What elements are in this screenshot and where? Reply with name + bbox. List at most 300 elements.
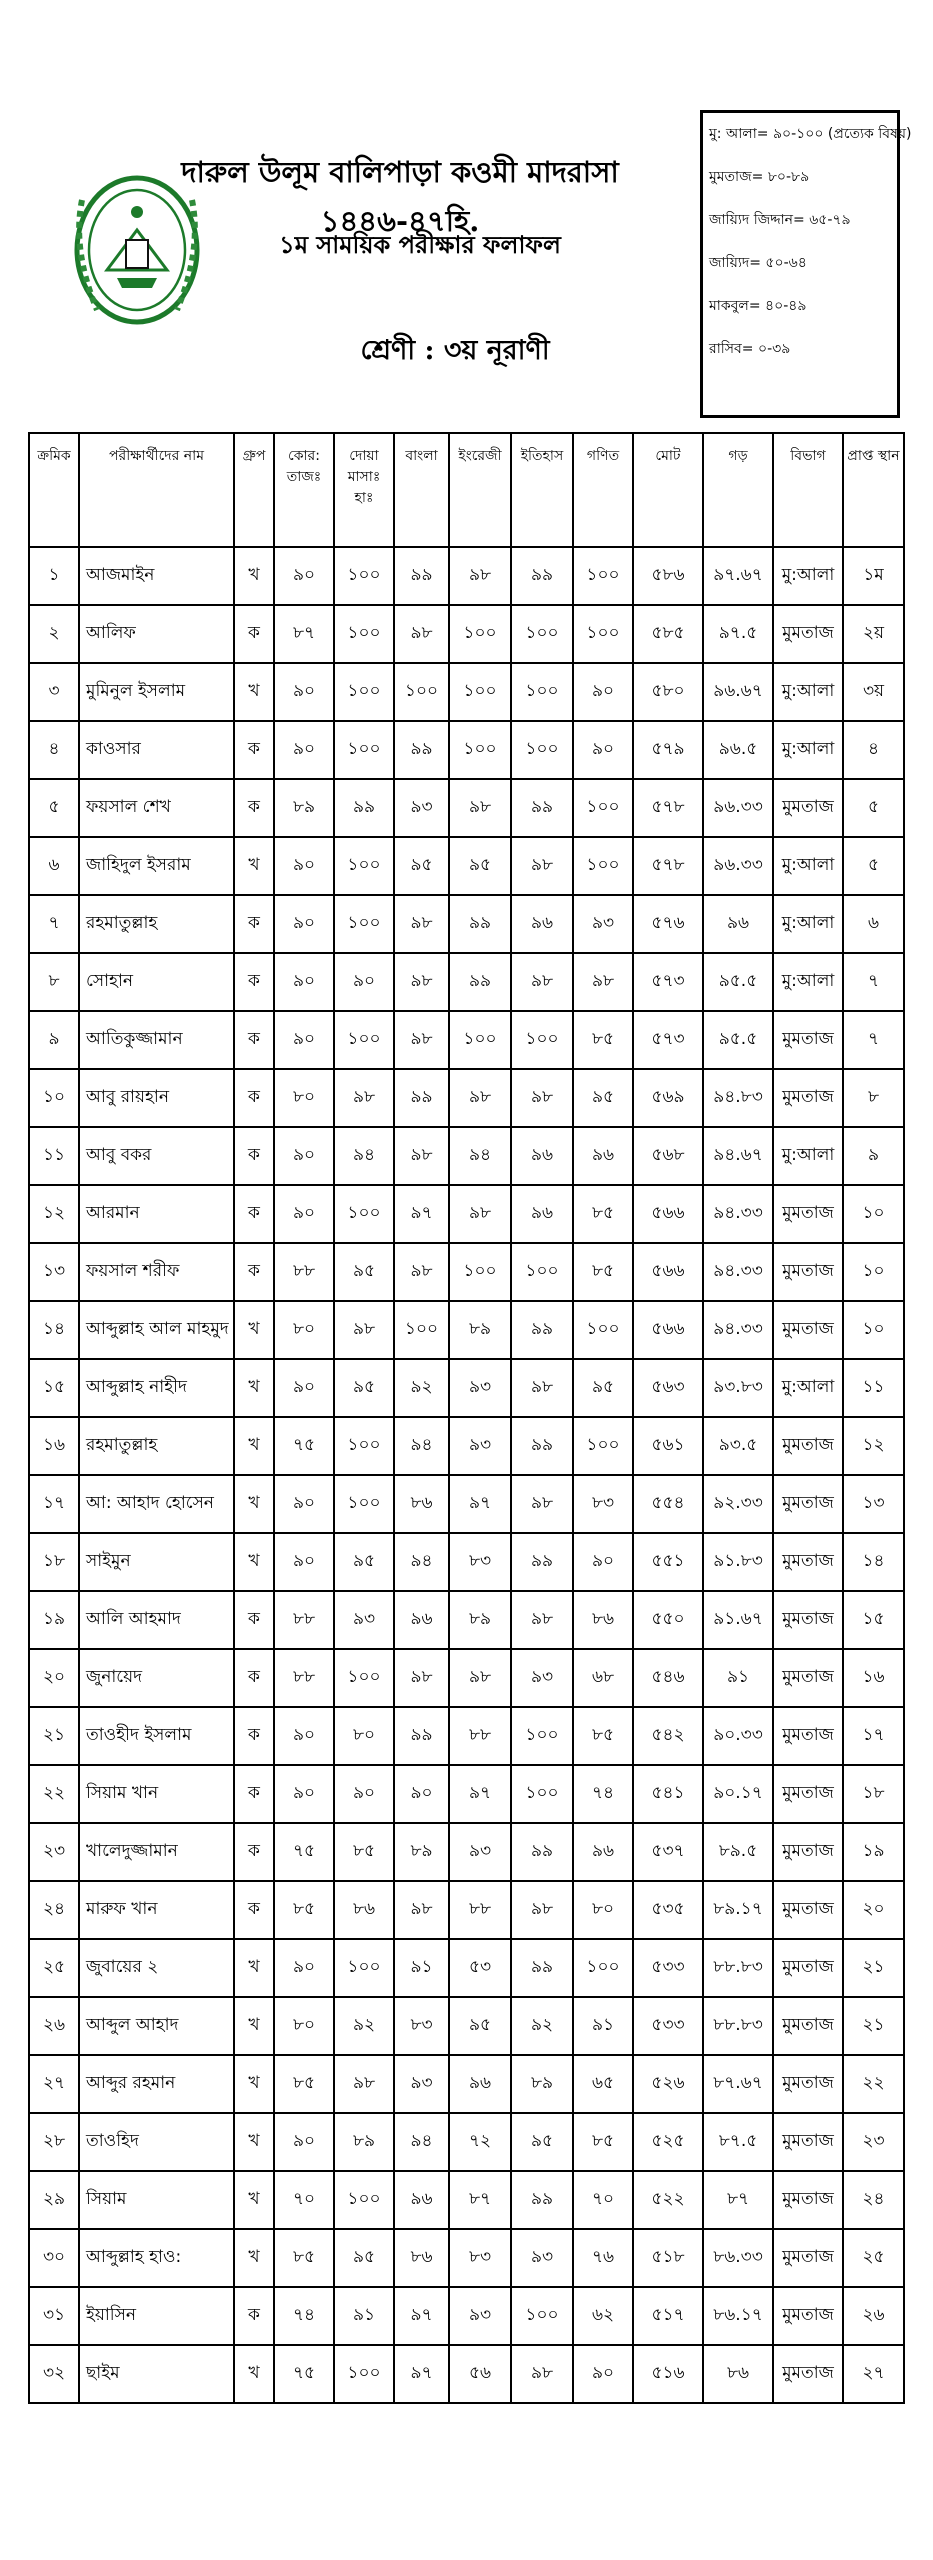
table-cell: ২৯	[29, 2171, 79, 2229]
table-cell: ৯৯	[511, 1823, 573, 1881]
table-cell: ক	[234, 1707, 274, 1765]
table-cell: মুমতাজ	[773, 2287, 843, 2345]
table-cell: ৯৮	[394, 1649, 449, 1707]
table-cell: ১০০	[394, 663, 449, 721]
table-cell: ৯৪.৩৩	[703, 1243, 773, 1301]
table-cell: ১০০	[511, 663, 573, 721]
table-cell: ক	[234, 1185, 274, 1243]
table-cell: ৯০	[274, 1475, 334, 1533]
table-cell: ৫১৭	[633, 2287, 703, 2345]
student-name-cell: আব্দুল্লাহ হাও:	[79, 2229, 234, 2287]
table-row	[29, 1301, 904, 1359]
table-cell: খ	[234, 1301, 274, 1359]
table-cell: ৯৫	[449, 1997, 511, 2055]
table-cell: ৯০	[274, 895, 334, 953]
table-cell: ৯৮	[394, 1011, 449, 1069]
table-cell: ৯৮	[449, 1649, 511, 1707]
table-cell: ১০০	[449, 605, 511, 663]
table-row	[29, 2345, 904, 2403]
table-cell: ১১	[29, 1127, 79, 1185]
table-cell: ২	[29, 605, 79, 663]
table-cell: ৫২২	[633, 2171, 703, 2229]
table-cell: খ	[234, 1475, 274, 1533]
table-cell: ৯৫	[449, 837, 511, 895]
table-cell: ক	[234, 1591, 274, 1649]
student-name-cell: আরমান	[79, 1185, 234, 1243]
column-header: বাংলা	[394, 433, 449, 547]
table-cell: ১০	[843, 1243, 904, 1301]
table-cell: ১০০	[511, 1011, 573, 1069]
table-cell: ২৭	[843, 2345, 904, 2403]
table-cell: ৬২	[573, 2287, 633, 2345]
table-cell: ৯৪.৮৩	[703, 1069, 773, 1127]
column-header: প্রাপ্ত স্থান	[843, 433, 904, 547]
table-cell: মুমতাজ	[773, 1881, 843, 1939]
table-cell: ৮৮	[274, 1591, 334, 1649]
table-cell: ৫৭৬	[633, 895, 703, 953]
table-cell: ১৩	[29, 1243, 79, 1301]
table-cell: ৯১	[334, 2287, 394, 2345]
table-cell: ৮৯	[511, 2055, 573, 2113]
student-name-cell: ফয়সাল শরীফ	[79, 1243, 234, 1301]
table-cell: ১৬	[29, 1417, 79, 1475]
student-name-cell: ইয়াসিন	[79, 2287, 234, 2345]
table-cell: ৯১	[573, 1997, 633, 2055]
student-name-cell: ফয়সাল শেখ	[79, 779, 234, 837]
table-cell: ৮৩	[394, 1997, 449, 2055]
table-cell: ২৫	[29, 1939, 79, 1997]
table-cell: ৯১	[394, 1939, 449, 1997]
table-cell: ৯৩	[394, 779, 449, 837]
table-cell: ৮৭.৫	[703, 2113, 773, 2171]
table-cell: মু:আলা	[773, 895, 843, 953]
table-cell: ৯৯	[449, 895, 511, 953]
student-name-cell: আবু রায়হান	[79, 1069, 234, 1127]
table-cell: খ	[234, 1939, 274, 1997]
table-cell: মুমতাজ	[773, 2055, 843, 2113]
table-cell: মুমতাজ	[773, 605, 843, 663]
student-name-cell: আজমাইন	[79, 547, 234, 605]
table-cell: ৮৯	[394, 1823, 449, 1881]
table-cell: ২৪	[29, 1881, 79, 1939]
table-cell: ১০০	[573, 1301, 633, 1359]
table-cell: ৮৬	[394, 2229, 449, 2287]
table-cell: মু:আলা	[773, 721, 843, 779]
table-cell: ৯২	[394, 1359, 449, 1417]
table-cell: মুমতাজ	[773, 1823, 843, 1881]
student-name-cell: আ: আহাদ হোসেন	[79, 1475, 234, 1533]
table-cell: ৫৭৯	[633, 721, 703, 779]
table-cell: ৫	[29, 779, 79, 837]
table-cell: ৯০.১৭	[703, 1765, 773, 1823]
student-name-cell: তাওহিদ	[79, 2113, 234, 2171]
table-cell: ২২	[843, 2055, 904, 2113]
table-cell: ৮৩	[449, 2229, 511, 2287]
table-cell: ৮৮	[274, 1243, 334, 1301]
table-cell: মুমতাজ	[773, 1069, 843, 1127]
table-cell: ৮৫	[573, 1011, 633, 1069]
table-cell: ৯৫	[573, 1069, 633, 1127]
table-row	[29, 1881, 904, 1939]
table-cell: ৯৭	[394, 2287, 449, 2345]
table-cell: ৯৫	[334, 1533, 394, 1591]
table-cell: ৯৯	[394, 1069, 449, 1127]
table-cell: ৯৯	[511, 1417, 573, 1475]
table-cell: খ	[234, 1359, 274, 1417]
table-cell: ৯৩.৫	[703, 1417, 773, 1475]
student-name-cell: আব্দুর রহমান	[79, 2055, 234, 2113]
student-name-cell: জুবায়ের ২	[79, 1939, 234, 1997]
table-cell: ৯৪.৬৭	[703, 1127, 773, 1185]
table-cell: ১৯	[843, 1823, 904, 1881]
column-header: ইতিহাস	[511, 433, 573, 547]
table-cell: ৯৬.৩৩	[703, 779, 773, 837]
table-cell: ক	[234, 1243, 274, 1301]
table-cell: ১০০	[334, 1417, 394, 1475]
table-cell: মুমতাজ	[773, 1997, 843, 2055]
table-cell: ৮৬	[703, 2345, 773, 2403]
table-cell: ৯৮	[394, 953, 449, 1011]
table-row	[29, 779, 904, 837]
table-cell: ৯৭.৫	[703, 605, 773, 663]
table-cell: ২১	[843, 1939, 904, 1997]
table-cell: ১০	[29, 1069, 79, 1127]
column-header: কোর: তাজঃ	[274, 433, 334, 547]
table-cell: ১২	[29, 1185, 79, 1243]
table-row	[29, 547, 904, 605]
table-cell: ২২	[29, 1765, 79, 1823]
student-name-cell: সাইমুন	[79, 1533, 234, 1591]
table-cell: ৯৭.৬৭	[703, 547, 773, 605]
table-cell: ৯০	[274, 2113, 334, 2171]
table-cell: খ	[234, 1417, 274, 1475]
table-cell: ৭০	[573, 2171, 633, 2229]
table-cell: ১০০	[334, 1939, 394, 1997]
table-cell: ২০	[843, 1881, 904, 1939]
table-cell: ৫৬৬	[633, 1301, 703, 1359]
table-row	[29, 837, 904, 895]
table-cell: ৫২৫	[633, 2113, 703, 2171]
table-cell: খ	[234, 1533, 274, 1591]
table-cell: ৯৩	[449, 1417, 511, 1475]
table-cell: ৯১	[703, 1649, 773, 1707]
table-cell: ৮৮.৮৩	[703, 1939, 773, 1997]
table-cell: ১০০	[334, 721, 394, 779]
table-cell: ৯৫	[334, 1243, 394, 1301]
table-cell: ২১	[843, 1997, 904, 2055]
table-cell: ৮৭	[703, 2171, 773, 2229]
table-cell: ক	[234, 2287, 274, 2345]
table-cell: ১৫	[29, 1359, 79, 1417]
table-cell: ৯০	[334, 1765, 394, 1823]
table-cell: ৫৫০	[633, 1591, 703, 1649]
grade-scale-item: মাকবুল= ৪০-৪৯	[709, 298, 807, 314]
table-cell: ৯৪.৩৩	[703, 1185, 773, 1243]
table-cell: ৬৮	[573, 1649, 633, 1707]
table-cell: ক	[234, 721, 274, 779]
table-cell: মুমতাজ	[773, 1939, 843, 1997]
table-cell: ১০০	[511, 1707, 573, 1765]
table-cell: ৯৭	[449, 1765, 511, 1823]
table-cell: ৯৩	[449, 1823, 511, 1881]
table-cell: ৪	[29, 721, 79, 779]
table-cell: মু:আলা	[773, 953, 843, 1011]
table-cell: ৯৩	[394, 2055, 449, 2113]
table-cell: ৯০	[274, 1011, 334, 1069]
table-cell: ৯৬	[449, 2055, 511, 2113]
table-cell: ৯৯	[394, 1707, 449, 1765]
table-cell: ৮৫	[274, 2229, 334, 2287]
table-cell: ক	[234, 1649, 274, 1707]
table-cell: ৬	[843, 895, 904, 953]
table-cell: ১৮	[29, 1533, 79, 1591]
table-cell: ৮৯	[449, 1301, 511, 1359]
table-cell: ২৫	[843, 2229, 904, 2287]
column-header: গ্রুপ	[234, 433, 274, 547]
table-cell: ৮৬	[394, 1475, 449, 1533]
table-row	[29, 2113, 904, 2171]
table-cell: ৯৯	[511, 779, 573, 837]
table-cell: ৯০	[573, 663, 633, 721]
table-cell: খ	[234, 547, 274, 605]
table-cell: ১০০	[334, 1649, 394, 1707]
student-name-cell: সিয়াম খান	[79, 1765, 234, 1823]
table-cell: ৯৪	[449, 1127, 511, 1185]
student-name-cell: খালেদুজ্জামান	[79, 1823, 234, 1881]
table-cell: ৫১৬	[633, 2345, 703, 2403]
table-cell: ৭২	[449, 2113, 511, 2171]
table-cell: ৯৮	[511, 837, 573, 895]
table-cell: ৮০	[573, 1881, 633, 1939]
table-cell: ৯৬	[394, 1591, 449, 1649]
table-cell: ক	[234, 1011, 274, 1069]
table-cell: ৯৬	[511, 895, 573, 953]
table-row	[29, 1185, 904, 1243]
table-cell: ৮	[843, 1069, 904, 1127]
student-name-cell: জুনায়েদ	[79, 1649, 234, 1707]
table-cell: ১০	[843, 1301, 904, 1359]
table-cell: ৫৩৩	[633, 1939, 703, 1997]
table-cell: ৯৪	[394, 1417, 449, 1475]
table-cell: ১০০	[573, 1939, 633, 1997]
table-cell: মুমতাজ	[773, 1707, 843, 1765]
table-cell: ১০০	[334, 837, 394, 895]
table-cell: ৯৫	[394, 837, 449, 895]
student-name-cell: তাওহীদ ইসলাম	[79, 1707, 234, 1765]
table-cell: ৪	[843, 721, 904, 779]
table-row	[29, 605, 904, 663]
table-cell: ৯৮	[511, 1881, 573, 1939]
table-cell: ৯৯	[449, 953, 511, 1011]
table-cell: ৯৯	[511, 1533, 573, 1591]
table-cell: ৯	[843, 1127, 904, 1185]
table-cell: ১০০	[449, 721, 511, 779]
student-name-cell: আব্দুল্লাহ নাহীদ	[79, 1359, 234, 1417]
table-cell: ৮০	[274, 1069, 334, 1127]
table-cell: মু:আলা	[773, 837, 843, 895]
table-cell: ৯৮	[334, 1069, 394, 1127]
table-cell: ৯৬	[703, 895, 773, 953]
table-cell: ৮০	[274, 1301, 334, 1359]
table-cell: মুমতাজ	[773, 1301, 843, 1359]
table-cell: মুমতাজ	[773, 1591, 843, 1649]
table-cell: ১০০	[334, 605, 394, 663]
table-cell: ৭৪	[274, 2287, 334, 2345]
table-cell: ৯৪	[394, 1533, 449, 1591]
table-cell: ১০০	[334, 547, 394, 605]
table-cell: মুমতাজ	[773, 1185, 843, 1243]
table-cell: ৯৫	[573, 1359, 633, 1417]
table-row	[29, 895, 904, 953]
table-cell: ৫১৮	[633, 2229, 703, 2287]
table-cell: ১০	[843, 1185, 904, 1243]
table-cell: ৯৮	[394, 895, 449, 953]
table-cell: ৯৮	[573, 953, 633, 1011]
table-cell: ৯০	[274, 547, 334, 605]
table-cell: ৯৩	[511, 1649, 573, 1707]
table-cell: ক	[234, 895, 274, 953]
table-header-row	[29, 433, 904, 547]
table-cell: ৮০	[334, 1707, 394, 1765]
table-row	[29, 1417, 904, 1475]
student-name-cell: আবু বকর	[79, 1127, 234, 1185]
table-cell: ৯৬.৫	[703, 721, 773, 779]
table-row	[29, 2171, 904, 2229]
table-cell: ৭৫	[274, 1823, 334, 1881]
student-name-cell: সোহান	[79, 953, 234, 1011]
table-cell: ১০০	[511, 605, 573, 663]
table-cell: ১৭	[29, 1475, 79, 1533]
table-cell: ৫	[843, 837, 904, 895]
table-cell: ৮৫	[274, 2055, 334, 2113]
table-cell: ৫৮৬	[633, 547, 703, 605]
table-cell: ১১	[843, 1359, 904, 1417]
table-cell: ৫৪২	[633, 1707, 703, 1765]
table-cell: ৯০	[274, 1127, 334, 1185]
table-cell: ৮৫	[274, 1881, 334, 1939]
table-cell: ৯৮	[511, 1475, 573, 1533]
column-header: গণিত	[573, 433, 633, 547]
table-cell: ২৬	[843, 2287, 904, 2345]
table-cell: ২৬	[29, 1997, 79, 2055]
student-name-cell: আলিফ	[79, 605, 234, 663]
table-cell: মুমতাজ	[773, 1417, 843, 1475]
table-cell: ১ম	[843, 547, 904, 605]
table-cell: ৯৪.৩৩	[703, 1301, 773, 1359]
table-cell: ৮৮	[449, 1707, 511, 1765]
table-cell: ৫৭৮	[633, 779, 703, 837]
table-cell: ২১	[29, 1707, 79, 1765]
table-cell: ২য়	[843, 605, 904, 663]
table-cell: ৯০	[274, 837, 334, 895]
table-cell: ৫৪৬	[633, 1649, 703, 1707]
table-cell: ১০০	[511, 2287, 573, 2345]
table-cell: ১৬	[843, 1649, 904, 1707]
table-cell: ৫৪১	[633, 1765, 703, 1823]
table-cell: ৯৮	[511, 1591, 573, 1649]
table-cell: ৯৩	[449, 1359, 511, 1417]
class-label: শ্রেণী : ৩য় নূরাণী	[360, 335, 550, 366]
table-cell: ২৪	[843, 2171, 904, 2229]
table-cell: ৯৯	[394, 547, 449, 605]
grade-scale-item: জায়্যিদ= ৫০-৬৪	[709, 255, 807, 271]
table-cell: ৭	[29, 895, 79, 953]
table-cell: ৯২	[334, 1997, 394, 2055]
table-cell: ৯৭	[449, 1475, 511, 1533]
table-cell: ৫৭৩	[633, 953, 703, 1011]
table-cell: ১০০	[511, 721, 573, 779]
table-cell: ২৩	[29, 1823, 79, 1881]
table-cell: ১৪	[843, 1533, 904, 1591]
student-name-cell: ছাইম	[79, 2345, 234, 2403]
table-cell: খ	[234, 2113, 274, 2171]
table-cell: মু:আলা	[773, 1127, 843, 1185]
table-cell: ৮৫	[573, 2113, 633, 2171]
table-cell: ১৪	[29, 1301, 79, 1359]
table-cell: ৫৬৮	[633, 1127, 703, 1185]
table-cell: ৯০	[573, 2345, 633, 2403]
table-cell: ২৭	[29, 2055, 79, 2113]
student-name-cell: মারুফ খান	[79, 1881, 234, 1939]
table-cell: ৭৫	[274, 2345, 334, 2403]
table-cell: খ	[234, 2055, 274, 2113]
table-cell: ১	[29, 547, 79, 605]
table-cell: ৯৮	[394, 1243, 449, 1301]
table-cell: ৭৪	[573, 1765, 633, 1823]
table-cell: মুমতাজ	[773, 2229, 843, 2287]
table-cell: ৯৩	[449, 2287, 511, 2345]
table-cell: ১৫	[843, 1591, 904, 1649]
table-cell: মুমতাজ	[773, 1011, 843, 1069]
table-cell: ৮৬.৩৩	[703, 2229, 773, 2287]
table-cell: ২০	[29, 1649, 79, 1707]
table-cell: ৩	[29, 663, 79, 721]
table-cell: ১০০	[573, 779, 633, 837]
table-row	[29, 2055, 904, 2113]
table-cell: ৯৮	[511, 1359, 573, 1417]
table-cell: ৯৫	[334, 1359, 394, 1417]
exam-subtitle: ১ম সাময়িক পরীক্ষার ফলাফল	[279, 230, 561, 259]
table-cell: মুমতাজ	[773, 1765, 843, 1823]
table-cell: ৯৬	[511, 1127, 573, 1185]
table-cell: ৫৬৬	[633, 1243, 703, 1301]
table-cell: ৯৩	[573, 895, 633, 953]
table-cell: ৫৫১	[633, 1533, 703, 1591]
table-cell: মুমতাজ	[773, 1243, 843, 1301]
table-cell: ৮৯	[334, 2113, 394, 2171]
student-name-cell: আব্দুল আহাদ	[79, 1997, 234, 2055]
grade-scale-item: রাসিব= ০-৩৯	[709, 341, 791, 357]
table-cell: খ	[234, 2345, 274, 2403]
table-cell: ৯২	[511, 1997, 573, 2055]
student-name-cell: কাওসার	[79, 721, 234, 779]
table-cell: মুমতাজ	[773, 1533, 843, 1591]
table-cell: ৮৯.৫	[703, 1823, 773, 1881]
table-cell: ৯৭	[394, 1185, 449, 1243]
table-cell: ৯৮	[449, 779, 511, 837]
table-cell: ৮৩	[573, 1475, 633, 1533]
table-cell: ৯৫.৫	[703, 1011, 773, 1069]
table-cell: ৯৬.৩৩	[703, 837, 773, 895]
table-row	[29, 1765, 904, 1823]
table-cell: ৮৬	[573, 1591, 633, 1649]
table-cell: ৮০	[274, 1997, 334, 2055]
table-cell: মু:আলা	[773, 1359, 843, 1417]
table-cell: ৭০	[274, 2171, 334, 2229]
table-cell: ৮৫	[573, 1707, 633, 1765]
table-cell: ৯৭	[394, 2345, 449, 2403]
table-cell: ৬	[29, 837, 79, 895]
